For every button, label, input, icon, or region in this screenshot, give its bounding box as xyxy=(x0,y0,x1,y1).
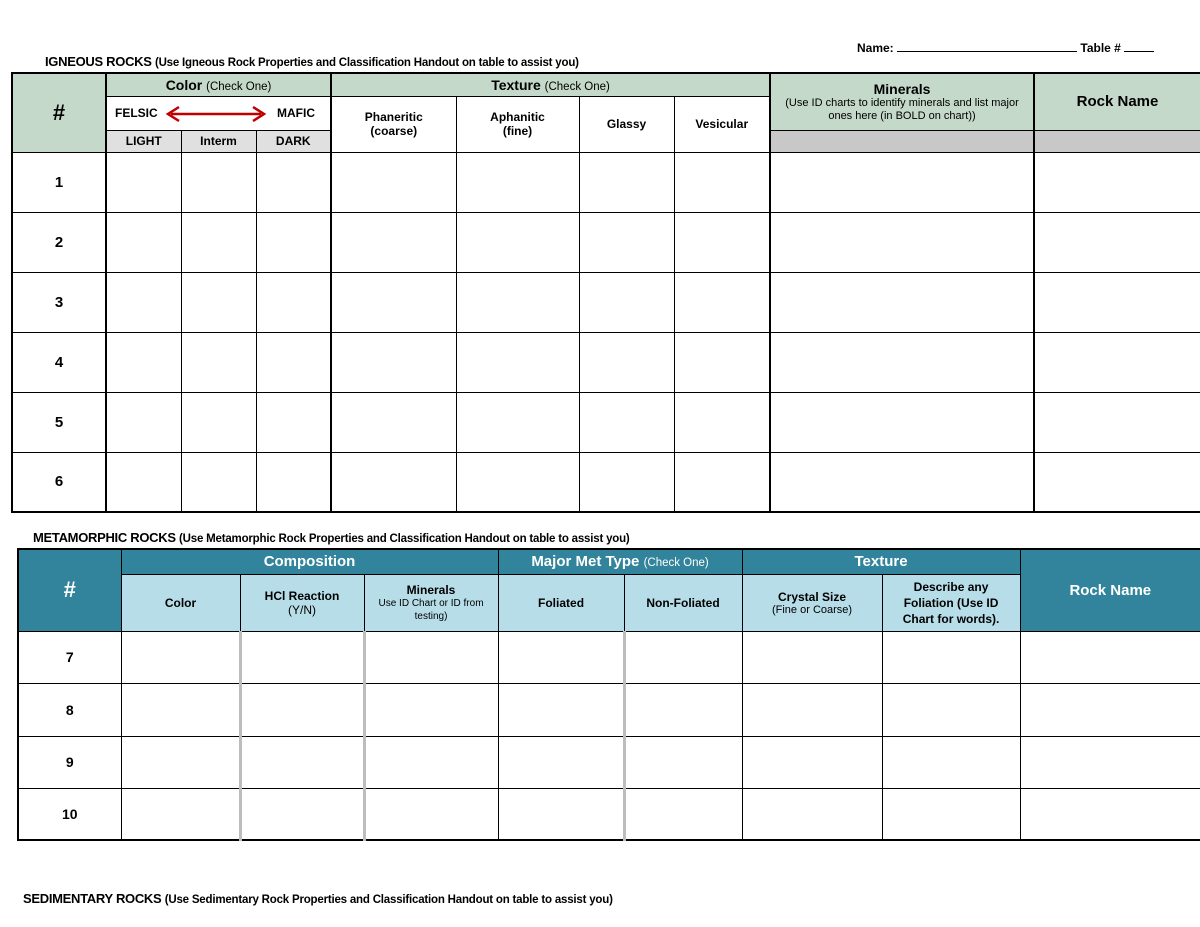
dark-header: DARK xyxy=(256,130,331,152)
aphanitic-header xyxy=(456,96,579,152)
light-header: LIGHT xyxy=(106,130,181,152)
cell-describe-foliation[interactable] xyxy=(882,788,1020,840)
cell-rock-name[interactable] xyxy=(1020,631,1200,683)
cell-light[interactable] xyxy=(106,452,181,512)
name-field[interactable] xyxy=(897,40,1077,52)
cell-minerals[interactable] xyxy=(770,152,1034,212)
cell-rock-name[interactable] xyxy=(1020,788,1200,840)
color-header: Color xyxy=(121,574,240,631)
cell-vesicular[interactable] xyxy=(674,452,770,512)
cell-describe-foliation[interactable] xyxy=(882,631,1020,683)
cell-rock-name[interactable] xyxy=(1034,332,1200,392)
cell-dark[interactable] xyxy=(256,452,331,512)
cell-vesicular[interactable] xyxy=(674,272,770,332)
crystal-size-header xyxy=(742,574,882,631)
cell-rock-name[interactable] xyxy=(1034,392,1200,452)
foliated-header: Foliated xyxy=(498,574,624,631)
cell-phaneritic[interactable] xyxy=(331,152,456,212)
crystal-size-sub: (Fine or Coarse) xyxy=(771,603,853,616)
metamorphic-title xyxy=(33,530,630,545)
igneous-texture-header xyxy=(331,73,770,96)
cell-vesicular[interactable] xyxy=(674,392,770,452)
cell-interm[interactable] xyxy=(181,392,256,452)
minerals-sub: Use ID Chart or ID from testing) xyxy=(378,597,484,622)
crystal-size-label: Crystal Size xyxy=(778,589,847,604)
cell-foliated[interactable] xyxy=(498,788,624,840)
aphanitic-sub: (fine) xyxy=(502,124,533,138)
felsic-mafic-scale xyxy=(106,96,331,130)
minerals-header xyxy=(364,574,498,631)
row-number: 5 xyxy=(12,392,106,452)
table-row xyxy=(12,332,1200,392)
hcl-header xyxy=(240,574,364,631)
color-header-sub: (Check One) xyxy=(206,80,272,93)
name-label: Name: xyxy=(857,41,894,55)
igneous-title-text: IGNEOUS ROCKS xyxy=(45,54,152,69)
major-met-type-label: Major Met Type xyxy=(531,553,640,571)
row-number: 8 xyxy=(18,683,121,736)
double-arrow-icon xyxy=(165,105,267,123)
cell-minerals[interactable] xyxy=(770,272,1034,332)
cell-glassy[interactable] xyxy=(579,392,674,452)
mafic-label: MAFIC xyxy=(277,105,315,120)
table-row xyxy=(18,683,1200,736)
cell-phaneritic[interactable] xyxy=(331,332,456,392)
table-row xyxy=(12,212,1200,272)
sedimentary-title xyxy=(23,891,613,906)
table-number-field[interactable] xyxy=(1124,40,1154,52)
igneous-rock-name-header: Rock Name xyxy=(1034,73,1200,130)
color-header-label: Color xyxy=(165,76,203,93)
table-row xyxy=(12,452,1200,512)
igneous-hash-header: # xyxy=(12,73,106,152)
texture-header-sub: (Check One) xyxy=(544,80,610,93)
cell-interm[interactable] xyxy=(181,272,256,332)
major-met-type-header xyxy=(498,549,742,574)
igneous-minerals-header xyxy=(770,73,1034,130)
vesicular-header: Vesicular xyxy=(674,96,770,152)
glassy-header: Glassy xyxy=(579,96,674,152)
minerals-grey-band xyxy=(770,130,1034,152)
cell-hcl[interactable] xyxy=(240,736,364,788)
cell-rock-name[interactable] xyxy=(1020,736,1200,788)
igneous-table xyxy=(11,72,1200,513)
cell-minerals[interactable] xyxy=(364,683,498,736)
cell-light[interactable] xyxy=(106,272,181,332)
cell-non-foliated[interactable] xyxy=(624,788,742,840)
cell-hcl[interactable] xyxy=(240,788,364,840)
hcl-label: HCl Reaction xyxy=(264,588,340,603)
cell-vesicular[interactable] xyxy=(674,332,770,392)
cell-minerals[interactable] xyxy=(770,392,1034,452)
texture-header-label: Texture xyxy=(491,76,541,93)
igneous-color-header xyxy=(106,73,331,96)
hcl-sub: (Y/N) xyxy=(288,602,316,617)
cell-phaneritic[interactable] xyxy=(331,272,456,332)
cell-minerals[interactable] xyxy=(364,631,498,683)
row-number: 9 xyxy=(18,736,121,788)
cell-foliated[interactable] xyxy=(498,631,624,683)
row-number: 3 xyxy=(12,272,106,332)
cell-color[interactable] xyxy=(121,736,240,788)
cell-hcl[interactable] xyxy=(240,631,364,683)
cell-minerals[interactable] xyxy=(770,332,1034,392)
row-number: 2 xyxy=(12,212,106,272)
non-foliated-header: Non-Foliated xyxy=(624,574,742,631)
name-table-line xyxy=(857,40,1154,55)
texture-header: Texture xyxy=(742,549,1020,574)
cell-vesicular[interactable] xyxy=(674,212,770,272)
cell-glassy[interactable] xyxy=(579,452,674,512)
cell-color[interactable] xyxy=(121,788,240,840)
aphanitic-label: Aphanitic xyxy=(490,110,545,124)
cell-color[interactable] xyxy=(121,683,240,736)
metamorphic-rock-name-header: Rock Name xyxy=(1020,549,1200,631)
cell-crystal-size[interactable] xyxy=(742,736,882,788)
cell-minerals[interactable] xyxy=(364,788,498,840)
cell-dark[interactable] xyxy=(256,152,331,212)
row-number: 6 xyxy=(12,452,106,512)
major-met-type-sub: (Check One) xyxy=(643,557,709,570)
cell-phaneritic[interactable] xyxy=(331,452,456,512)
cell-light[interactable] xyxy=(106,392,181,452)
cell-aphanitic[interactable] xyxy=(456,332,579,392)
cell-phaneritic[interactable] xyxy=(331,212,456,272)
table-row xyxy=(18,736,1200,788)
phaneritic-header xyxy=(331,96,456,152)
cell-color[interactable] xyxy=(121,631,240,683)
sedimentary-title-text: SEDIMENTARY ROCKS xyxy=(23,891,162,906)
row-number: 4 xyxy=(12,332,106,392)
metamorphic-hash-header: # xyxy=(18,549,121,631)
cell-non-foliated[interactable] xyxy=(624,631,742,683)
minerals-label: Minerals xyxy=(406,582,456,597)
cell-non-foliated[interactable] xyxy=(624,736,742,788)
cell-aphanitic[interactable] xyxy=(456,212,579,272)
phaneritic-sub: (coarse) xyxy=(370,124,418,138)
cell-glassy[interactable] xyxy=(579,272,674,332)
phaneritic-label: Phaneritic xyxy=(364,110,423,124)
cell-light[interactable] xyxy=(106,332,181,392)
cell-glassy[interactable] xyxy=(579,332,674,392)
cell-vesicular[interactable] xyxy=(674,152,770,212)
cell-describe-foliation[interactable] xyxy=(882,736,1020,788)
metamorphic-title-note: (Use Metamorphic Rock Properties and Classification Handout on table to assist you) xyxy=(179,533,630,545)
minerals-header-note: (Use ID charts to identify minerals and list major ones here (in BOLD on chart)) xyxy=(785,96,1019,122)
cell-foliated[interactable] xyxy=(498,683,624,736)
cell-non-foliated[interactable] xyxy=(624,683,742,736)
felsic-label: FELSIC xyxy=(115,105,158,120)
cell-interm[interactable] xyxy=(181,212,256,272)
rock-name-grey-band xyxy=(1034,130,1200,152)
table-row xyxy=(12,392,1200,452)
cell-glassy[interactable] xyxy=(579,152,674,212)
cell-rock-name[interactable] xyxy=(1034,152,1200,212)
cell-minerals[interactable] xyxy=(770,452,1034,512)
composition-header: Composition xyxy=(121,549,498,574)
table-row xyxy=(12,272,1200,332)
igneous-title xyxy=(45,54,579,69)
cell-describe-foliation[interactable] xyxy=(882,683,1020,736)
cell-rock-name[interactable] xyxy=(1034,212,1200,272)
cell-rock-name[interactable] xyxy=(1020,683,1200,736)
cell-aphanitic[interactable] xyxy=(456,272,579,332)
cell-interm[interactable] xyxy=(181,452,256,512)
describe-foliation-header: Describe any Foliation (Use ID Chart for words). xyxy=(882,574,1020,631)
cell-light[interactable] xyxy=(106,212,181,272)
row-number: 10 xyxy=(18,788,121,840)
cell-crystal-size[interactable] xyxy=(742,683,882,736)
row-number: 1 xyxy=(12,152,106,212)
cell-aphanitic[interactable] xyxy=(456,392,579,452)
cell-crystal-size[interactable] xyxy=(742,788,882,840)
cell-dark[interactable] xyxy=(256,212,331,272)
cell-dark[interactable] xyxy=(256,272,331,332)
cell-dark[interactable] xyxy=(256,392,331,452)
cell-aphanitic[interactable] xyxy=(456,152,579,212)
cell-minerals[interactable] xyxy=(364,736,498,788)
row-number: 7 xyxy=(18,631,121,683)
cell-foliated[interactable] xyxy=(498,736,624,788)
metamorphic-title-text: METAMORPHIC ROCKS xyxy=(33,530,176,545)
igneous-title-note: (Use Igneous Rock Properties and Classification Handout on table to assist you) xyxy=(154,57,579,69)
cell-rock-name[interactable] xyxy=(1034,272,1200,332)
interm-header: Interm xyxy=(181,130,256,152)
cell-dark[interactable] xyxy=(256,332,331,392)
minerals-header-label: Minerals xyxy=(873,80,931,97)
cell-phaneritic[interactable] xyxy=(331,392,456,452)
table-row xyxy=(18,788,1200,840)
cell-interm[interactable] xyxy=(181,332,256,392)
cell-light[interactable] xyxy=(106,152,181,212)
cell-crystal-size[interactable] xyxy=(742,631,882,683)
cell-interm[interactable] xyxy=(181,152,256,212)
metamorphic-table xyxy=(17,548,1200,841)
cell-minerals[interactable] xyxy=(770,212,1034,272)
table-row xyxy=(18,631,1200,683)
table-row xyxy=(12,152,1200,212)
table-label: Table # xyxy=(1080,41,1121,55)
sedimentary-title-note: (Use Sedimentary Rock Properties and Classification Handout on table to assist you) xyxy=(164,894,613,906)
cell-glassy[interactable] xyxy=(579,212,674,272)
cell-rock-name[interactable] xyxy=(1034,452,1200,512)
cell-aphanitic[interactable] xyxy=(456,452,579,512)
cell-hcl[interactable] xyxy=(240,683,364,736)
